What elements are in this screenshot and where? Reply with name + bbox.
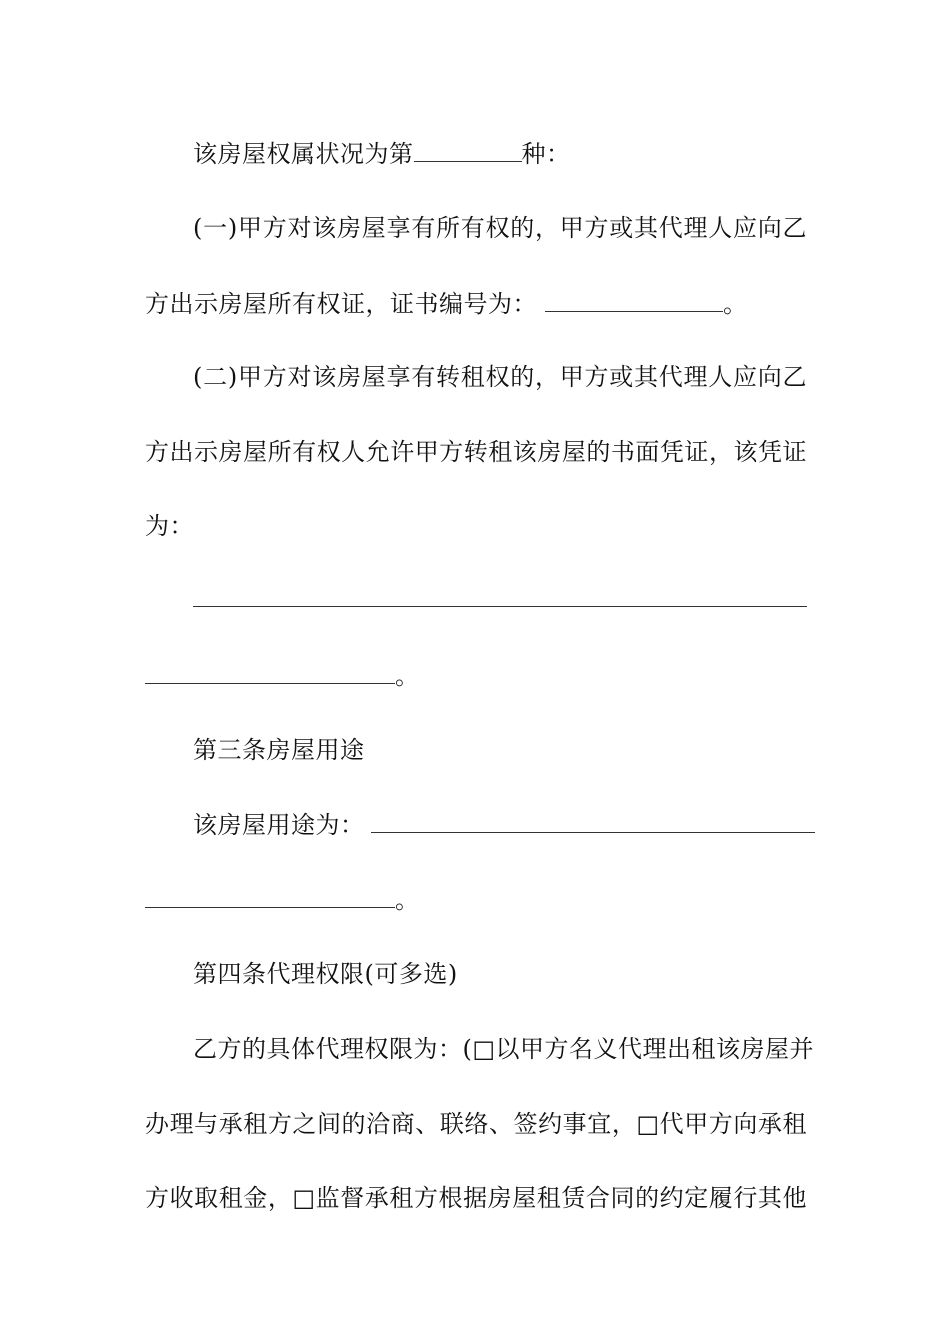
ownership-status-suffix: 种： [521,140,571,168]
house-use-blank-continued[interactable] [145,885,395,908]
ownership-option-2-line-3: 为： [145,512,194,540]
sublease-certificate-blank[interactable] [193,606,807,607]
agency-scope-line-2: 办理与承租方之间的洽商、联络、签约事宜，□代甲方向承租 [145,1110,807,1138]
house-use-line [193,809,807,841]
ownership-type-blank[interactable] [414,139,522,162]
ownership-option-1-line-1: (一)甲方对该房屋享有所有权的，甲方或其代理人应向乙 [193,214,807,242]
certificate-number-suffix: 。 [723,290,748,318]
house-use-suffix: 。 [395,886,420,914]
house-use-line-2 [145,884,807,916]
agency-scope-line-1: 乙方的具体代理权限为：(□以甲方名义代理出租该房屋并 [193,1035,815,1063]
certificate-number-label: 方出示房屋所有权证，证书编号为： [145,290,537,318]
ownership-option-2-line-1: (二)甲方对该房屋享有转租权的，甲方或其代理人应向乙 [193,363,807,391]
sublease-certificate-blank-continued[interactable] [145,661,395,684]
agency-scope-line-3: 方收取租金，□监督承租方根据房屋租赁合同的约定履行其他 [145,1184,807,1212]
article-3-title: 第三条房屋用途 [193,736,365,764]
ownership-option-2-line-2: 方出示房屋所有权人允许甲方转租该房屋的书面凭证，该凭证 [145,438,807,466]
house-use-blank[interactable] [371,810,815,833]
house-use-label: 该房屋用途为： [193,811,365,839]
ownership-option-1-line-2 [145,288,807,320]
certificate-number-blank[interactable] [545,289,723,312]
ownership-status-text: 该房屋权属状况为第 [193,140,414,168]
sublease-certificate-suffix: 。 [395,662,420,690]
article-4-title: 第四条代理权限(可多选) [193,960,458,988]
sublease-certificate-line-2 [145,660,807,692]
ownership-status-line [193,138,807,170]
